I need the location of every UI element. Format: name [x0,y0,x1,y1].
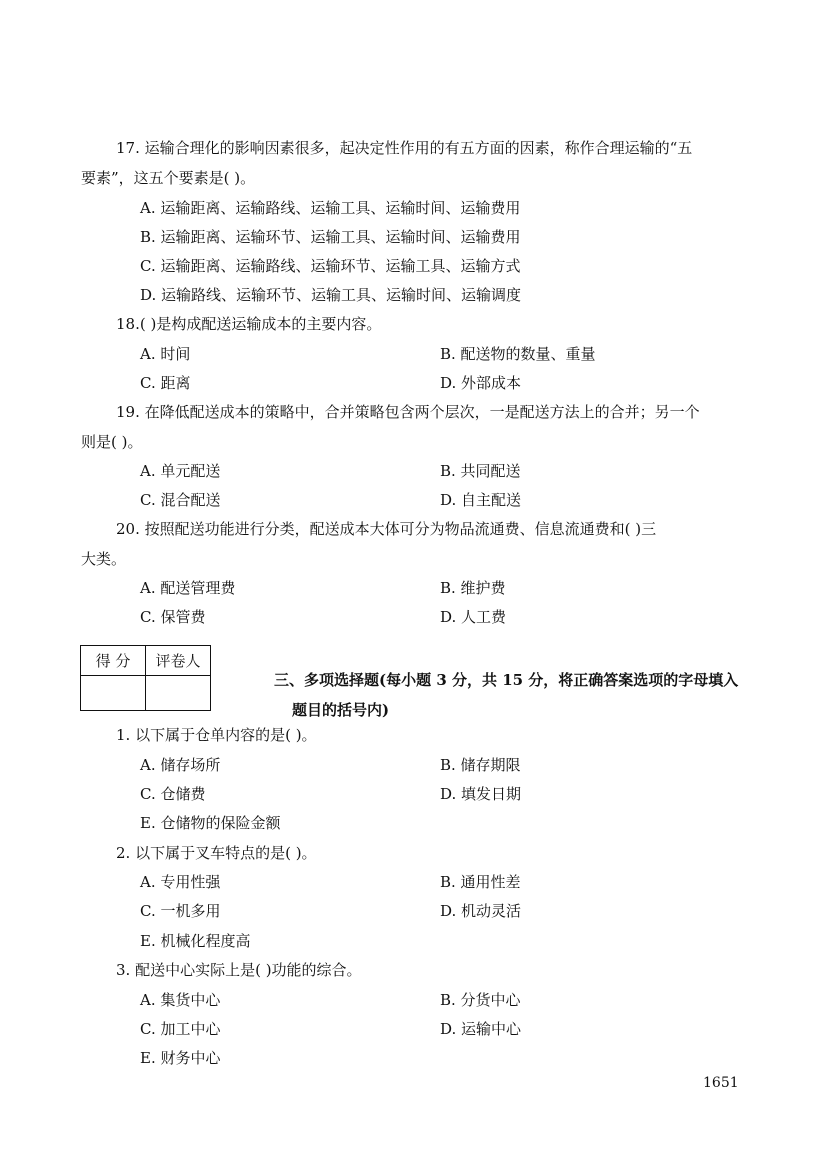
m1-stem: 1. 以下属于仓单内容的是( )。 [116,726,317,744]
q20-option-d: D. 人工费 [440,608,507,626]
q20-option-b: B. 维护费 [440,579,506,597]
section-heading-line1: 三、多项选择题(每小题 3 分，共 15 分，将正确答案选项的字母填入 [274,671,739,689]
q17-stem-line1: 17. 运输合理化的影响因素很多，起决定性作用的有五方面的因素，称作合理运输的“五 [116,139,693,157]
m2-stem: 2. 以下属于叉车特点的是( )。 [116,844,317,862]
q20-option-a: A. 配送管理费 [140,579,236,597]
section-heading [274,665,738,725]
m3-stem: 3. 配送中心实际上是( )功能的综合。 [116,961,362,979]
q18-option-d: D. 外部成本 [440,374,522,392]
q20-stem-line1: 20. 按照配送功能进行分类，配送成本大体可分为物品流通费、信息流通费和( )三 [116,520,657,538]
m1-option-d: D. 填发日期 [440,785,522,803]
m3-option-a: A. 集货中心 [140,991,221,1009]
m3-option-c: C. 加工中心 [140,1020,221,1038]
q20-option-c: C. 保管费 [140,608,206,626]
q19-stem-line1: 19. 在降低配送成本的策略中，合并策略包含两个层次，一是配送方法上的合并；另一个 [116,403,700,421]
m1-option-c: C. 仓储费 [140,785,206,803]
q19-option-a: A. 单元配送 [140,462,221,480]
m3-option-e: E. 财务中心 [140,1049,221,1067]
q18-option-b: B. 配送物的数量、重量 [440,345,596,363]
q17-option-b: B. 运输距离、运输环节、运输工具、运输时间、运输费用 [140,228,521,246]
m3-option-d: D. 运输中心 [440,1020,522,1038]
score-table [80,645,211,711]
q17-stem-line2: 要素”，这五个要素是( )。 [81,169,256,187]
q19-stem-line2: 则是( )。 [81,433,143,451]
score-header: 得 分 [81,646,146,676]
m1-option-b: B. 储存期限 [440,756,521,774]
grader-cell[interactable] [146,676,211,711]
m2-option-c: C. 一机多用 [140,902,221,920]
m2-option-e: E. 机械化程度高 [140,932,251,950]
score-cell[interactable] [81,676,146,711]
q18-option-a: A. 时间 [140,345,191,363]
q20-stem-line2: 大类。 [81,550,127,568]
m2-option-a: A. 专用性强 [140,873,221,891]
section-heading-line2: 题目的括号内) [292,701,390,719]
page-number: 1651 [703,1075,739,1091]
q18-stem: 18.( )是构成配送运输成本的主要内容。 [116,315,382,333]
m1-option-a: A. 储存场所 [140,756,221,774]
grader-header: 评卷人 [146,646,211,676]
q17-option-a: A. 运输距离、运输路线、运输工具、运输时间、运输费用 [140,199,521,217]
q18-option-c: C. 距离 [140,374,191,392]
m2-option-b: B. 通用性差 [440,873,521,891]
q19-option-d: D. 自主配送 [440,491,522,509]
q17-option-c: C. 运输距离、运输路线、运输环节、运输工具、运输方式 [140,257,521,275]
q17-option-d: D. 运输路线、运输环节、运输工具、运输时间、运输调度 [140,286,522,304]
m3-option-b: B. 分货中心 [440,991,521,1009]
m2-option-d: D. 机动灵活 [440,902,522,920]
q19-option-c: C. 混合配送 [140,491,221,509]
m1-option-e: E. 仓储物的保险金额 [140,814,281,832]
q19-option-b: B. 共同配送 [440,462,521,480]
